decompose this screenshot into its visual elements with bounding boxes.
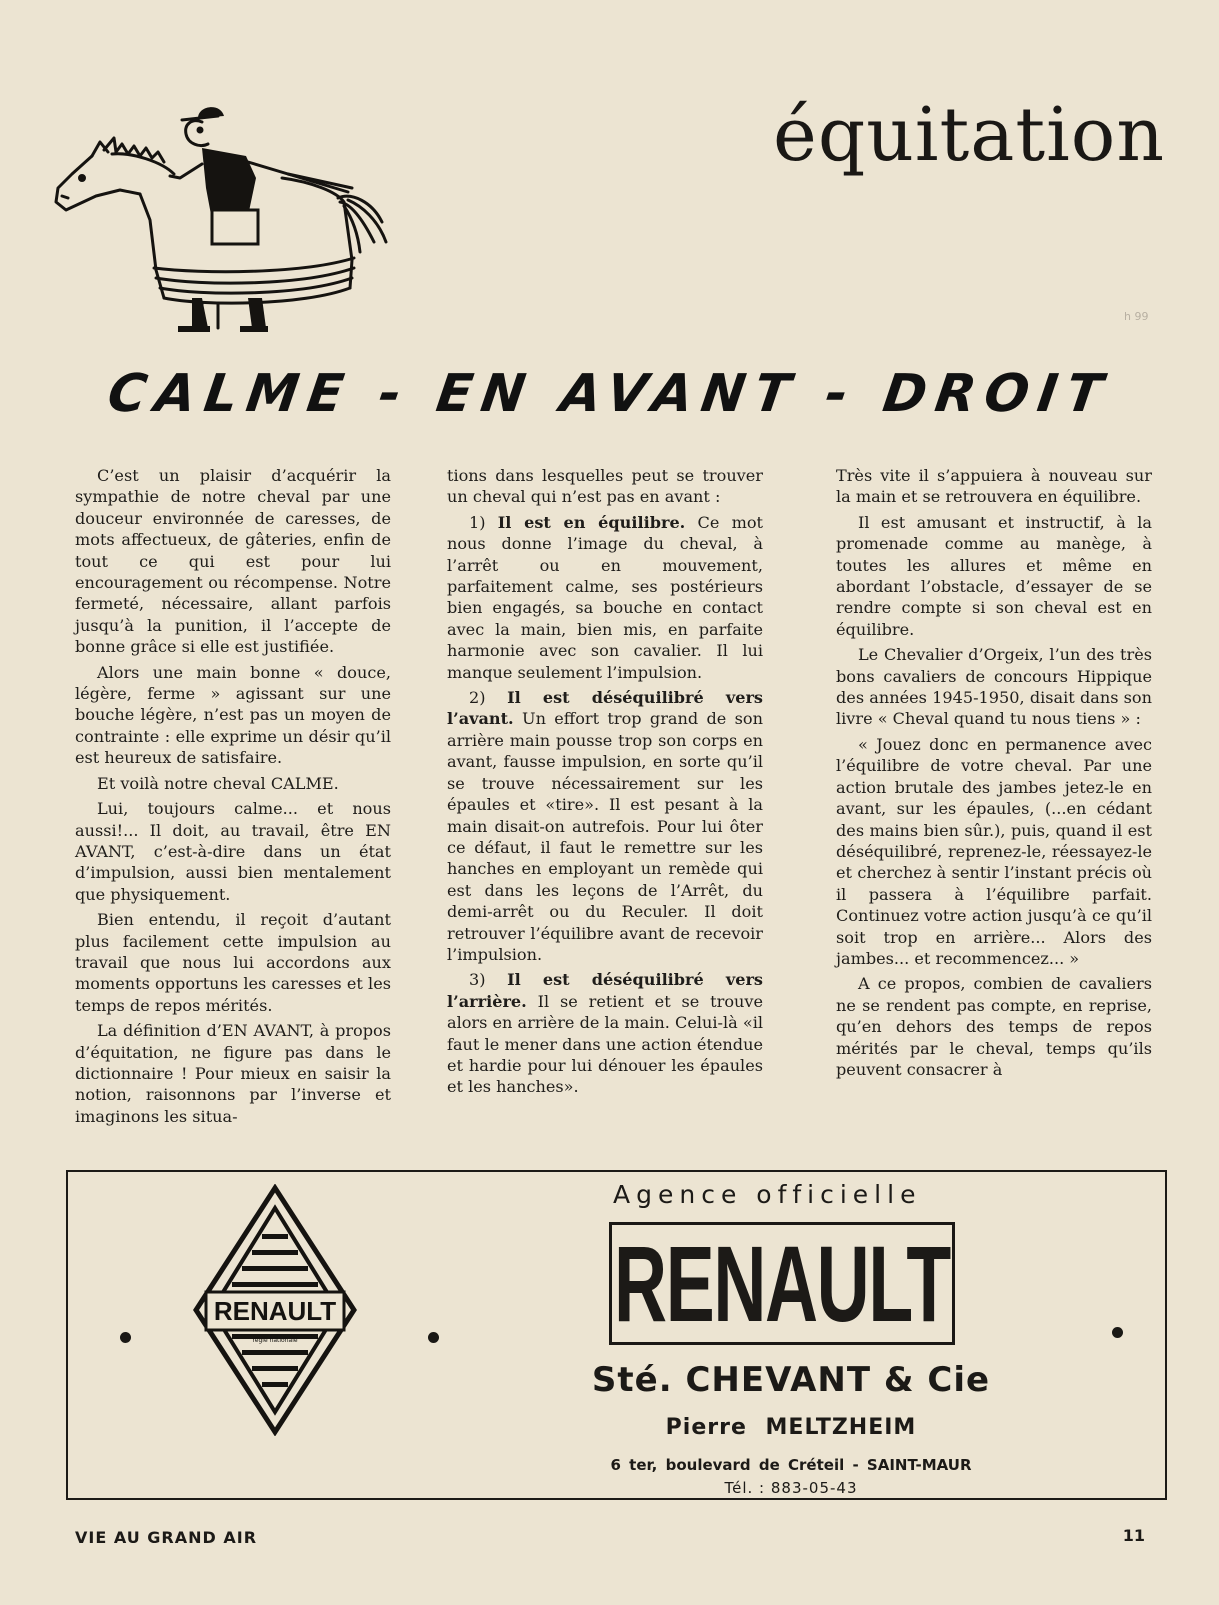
magazine-name: VIE AU GRAND AIR <box>75 1528 258 1547</box>
paragraph: Le Chevalier d’Orgeix, l’un des très bons cavaliers de concours Hippique des années 1945-1950, disait dans son livre « Cheval quand tu nous tiens » : <box>836 645 1152 729</box>
paragraph <box>447 687 763 965</box>
paragraph-lead: Il est déséquilibré vers l’arrière. <box>447 970 763 1011</box>
paragraph: Bien entendu, il reçoit d’autant plus facilement cette impulsion au travail que nous lui accordons aux moments opportuns les caresses et les temps de repos mérités. <box>75 910 391 1015</box>
list-number: 3) <box>469 970 486 990</box>
list-number: 1) <box>469 512 486 532</box>
paragraph: « Jouez donc en permanence avec l’équilibre de votre cheval. Par une action brutale des jambes jetez-le en avant, sur les épaules, (...en cédant des mains bien sûr.), puis, quand il est déséquilibré, reprenez-le, réessayez-le et cherchez à sentir l’instant précis où il passera à l’équilibre parfait. Continuez votre action jusqu’à ce qu’il soit trop en arrière... Alors des jambes... et recommencez... » <box>836 734 1152 968</box>
paragraph: Alors une main bonne « douce, légère, ferme » agissant sur une bouche légère, n’est pas un moyen de contrainte : elle exprime un désir qu’il est heureux de satisfaire. <box>75 662 391 768</box>
ad-agency: Agence officielle <box>613 1180 922 1209</box>
page-number: 11 <box>1122 1526 1145 1545</box>
renault-advertisement <box>66 1170 1167 1500</box>
paragraph: C’est un plaisir d’acquérir la sympathie de notre cheval par une douceur environnée de caresses, de mots affectueux, de gâteries, enfin de tout ce qui est pour lui encouragement ou récompense. Notre fermeté, nécessaire, allant parfois jusqu’à la punition, il l’accepte de bonne grâce si elle est justifiée. <box>75 466 391 657</box>
list-number: 2) <box>469 688 486 708</box>
paragraph: Il est amusant et instructif, à la promenade comme au manège, à toutes les allures et même en abordant l’obstacle, d’essayer de se rendre compte si son cheval est en équilibre. <box>836 512 1152 639</box>
paragraph-text: Un effort trop grand de son arrière main pousse trop son corps en avant, fausse impulsion, en sorte qu’il se trouve nécessairement sur les épaules et «tire». Il est pesant à la main disait-on autrefois. Pour lui ôter ce défaut, il faut le remettre sur les hanches en employant un remède qui est dans les leçons de l’Arrêt, du demi-arrêt ou du Reculer. Il doit retrouver l’équilibre avant de recevoir l’impulsion. <box>447 709 763 964</box>
paragraph: Très vite il s’appuiera à nouveau sur la main et se retrouvera en équilibre. <box>836 466 1152 507</box>
pencil-note: h 99 <box>1124 310 1149 323</box>
ad-brand: RENAULT <box>614 1222 950 1344</box>
ad-person: Pierre MELTZHEIM <box>665 1415 917 1440</box>
rider-horse-illustration <box>52 92 397 342</box>
article-column-1 <box>75 465 391 1131</box>
bullet-dot <box>428 1332 439 1343</box>
paragraph: tions dans lesquelles peut se trouver un cheval qui n’est pas en avant : <box>447 466 763 507</box>
renault-diamond-logo <box>192 1184 358 1436</box>
paragraph-text: Il se retient et se trouve alors en arrière de la main. Celui-là «il faut le mener dans une action étendue et hardie pour lui dénouer les épaules et les hanches». <box>447 991 763 1097</box>
ad-company: Sté. CHEVANT & Cie <box>591 1360 991 1400</box>
ad-address: 6 ter, boulevard de Créteil - SAINT-MAUR <box>610 1456 972 1474</box>
article-headline: CALME - EN AVANT - DROIT <box>104 364 1115 424</box>
ad-phone: Tél. : 883-05-43 <box>724 1479 858 1497</box>
article-column-3 <box>836 465 1152 1084</box>
paragraph: Et voilà notre cheval CALME. <box>97 773 339 793</box>
logo-text: RENAULT <box>213 1296 337 1326</box>
logo-subtext: régie nationale <box>252 1337 298 1344</box>
bullet-dot <box>1112 1327 1123 1338</box>
article-column-2 <box>447 465 763 1102</box>
paragraph-lead: Il est en équilibre. <box>497 512 686 532</box>
paragraph <box>447 969 763 1097</box>
paragraph <box>447 512 763 683</box>
ad-brand-box <box>609 1222 955 1345</box>
bullet-dot <box>120 1332 131 1343</box>
section-title: équitation <box>773 92 1165 178</box>
paragraph: La définition d’EN AVANT, à propos d’équitation, ne figure pas dans le dictionnaire ! Pour mieux en saisir la notion, raisonnons par l’inverse et imaginons les situa- <box>75 1021 391 1126</box>
paragraph: Lui, toujours calme... et nous aussi!... Il doit, au travail, être EN AVANT, c’est-à-dire dans un état d’impulsion, aussi bien mentalement que physiquement. <box>75 799 391 904</box>
paragraph-text: Ce mot nous donne l’image du cheval, à l’arrêt ou en mouvement, parfaitement calme, ses postérieurs bien engagés, sa bouche en contact avec la main, bien mis, en parfaite harmonie avec son cavalier. Il lui manque seulement l’impulsion. <box>447 512 763 682</box>
paragraph-lead: Il est déséquilibré vers l’avant. <box>447 688 763 729</box>
paragraph: A ce propos, combien de cavaliers ne se rendent pas compte, en reprise, qu’en dehors des temps de repos mérités par le cheval, temps qu’ils peuvent consacrer à <box>836 974 1152 1079</box>
